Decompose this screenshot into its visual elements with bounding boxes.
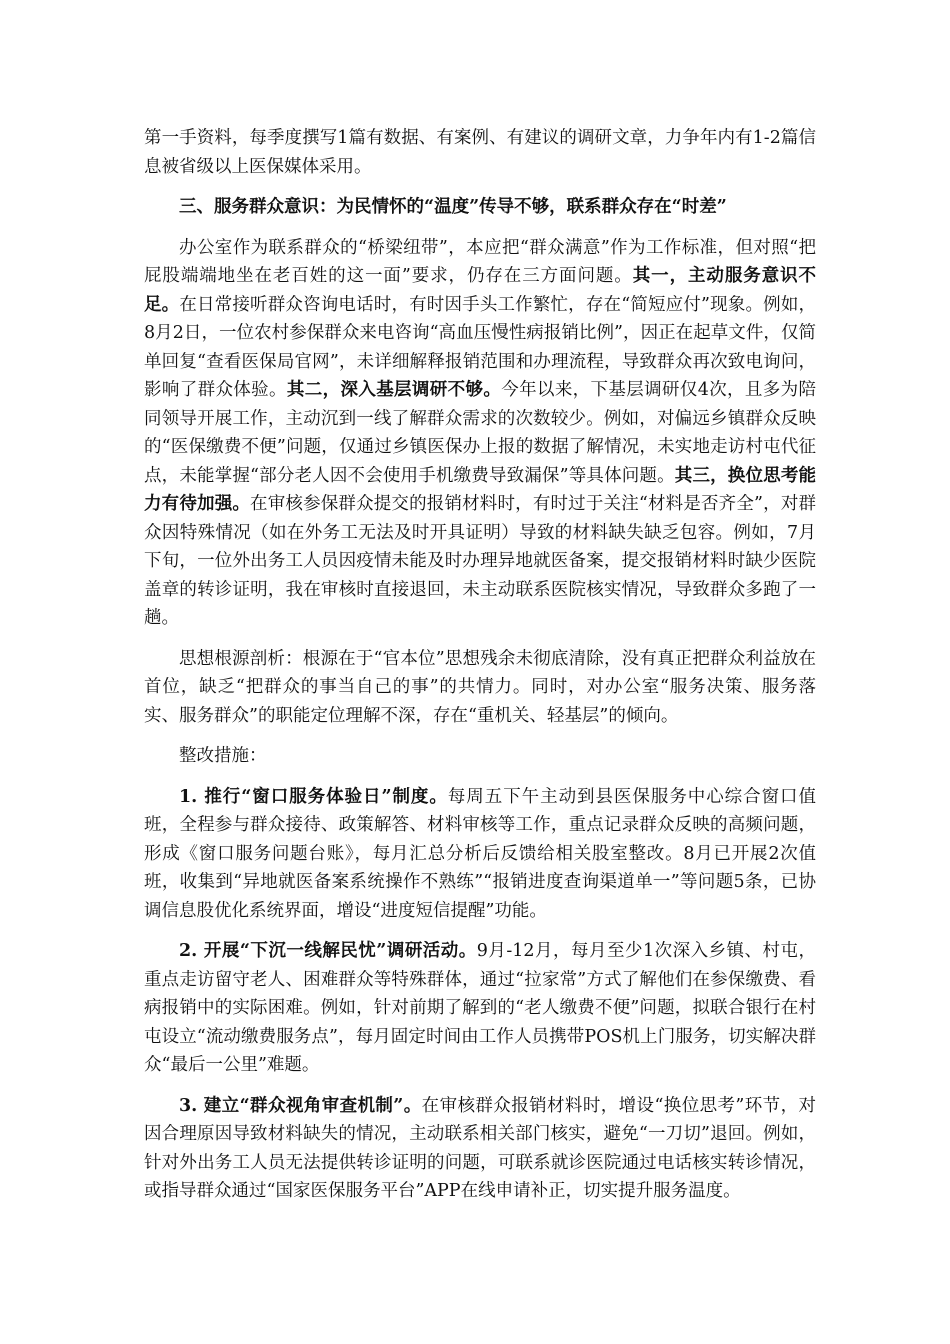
measure-3-text: 在审核群众报销材料时，增设“换位思考”环节，对因合理原因导致材料缺失的情况，主动联系相关部门核实，避免“一刀切”退回。例如，针对外出务工人员无法提供转诊证明的问题，可联系就诊医院通过电话核实转诊情况，或指导群众通过“国家医保服务平台”APP在线申请补正，切实提升服务温度。 bbox=[144, 1095, 816, 1201]
problems-intro-text: 办公室作为联系群众的“桥梁纽带”，本应把“群众满意”作为工作标准，但对照“把屁股端端地坐在老百姓的这一面”要求，仍存在三方面问题。 bbox=[144, 237, 816, 286]
measure-2-text: 9月-12月，每月至少1次深入乡镇、村屯，重点走访留守老人、困难群众等特殊群体，通过“拉家常”方式了解他们在参保缴费、看病报销中的实际困难。例如，针对前期了解到的“老人缴费不便”问题，拟联合银行在村屯设立“流动缴费服务点”，每月固定时间由工作人员携带POS机上门服务，切实解决群众“最后一公里”难题。 bbox=[144, 941, 816, 1075]
problem-2-text: 今年以来，下基层调研仅4次，且多为陪同领导开展工作，主动沉到一线了解群众需求的次数较少。例如，对偏远乡镇群众反映的“医保缴费不便”问题，仅通过乡镇医保办上报的数据了解情况，未实地走访村屯代征点，未能掌握“部分老人因不会使用手机缴费导致漏保”等具体问题。 bbox=[144, 380, 817, 486]
section-heading-3: 三、服务群众意识：为民情怀的“温度”传导不够，联系群众存在“时差” bbox=[179, 197, 727, 217]
paragraph-problems bbox=[144, 234, 816, 633]
measure-1 bbox=[144, 783, 816, 926]
measure-1-text: 每周五下午主动到县医保服务中心综合窗口值班，全程参与群众接待、政策解答、材料审核等工作，重点记录群众反映的高频问题，形成《窗口服务问题台账》，每月汇总分析后反馈给相关股室整改。8月已开展2次值班，收集到“异地就医备案系统操作不熟练”“报销进度查询渠道单一”等问题5条，已协调信息股优化系统界面，增设“进度短信提醒”功能。 bbox=[144, 786, 817, 921]
measure-2-title: 2. 开展“下沉一线解民忧”调研活动。 bbox=[179, 941, 477, 961]
measure-2 bbox=[144, 937, 816, 1080]
problem-1-text: 在日常接听群众咨询电话时，有时因手头工作繁忙，存在“简短应付”现象。例如，8月2日，一位农村参保群众来电咨询“高血压慢性病报销比例”，因正在起草文件，仅简单回复“查看医保局官网”，未详细解释报销范围和办理流程，导致群众再次致电询问，影响了群众体验。 bbox=[144, 294, 817, 400]
paragraph-root-cause: 思想根源剖析：根源在于“官本位”思想残余未彻底清除，没有真正把群众利益放在首位，缺乏“把群众的事当自己的事”的共情力。同时，对办公室“服务决策、服务落实、服务群众”的职能定位理解不深，存在“重机关、轻基层”的倾向。 bbox=[144, 648, 816, 726]
measure-1-title: 1. 推行“窗口服务体验日”制度。 bbox=[179, 786, 448, 807]
paragraph-intro-continuation: 第一手资料，每季度撰写1篇有数据、有案例、有建议的调研文章，力争年内有1-2篇信息被省级以上医保媒体采用。 bbox=[144, 128, 816, 177]
paragraph-measures-label: 整改措施： bbox=[179, 746, 267, 766]
problem-1-title: 其一，主动服务意识不足。 bbox=[144, 266, 816, 315]
problem-3-text: 在审核参保群众提交的报销材料时，有时过于关注“材料是否齐全”，对群众因特殊情况（如在外务工无法及时开具证明）导致的材料缺失缺乏包容。例如，7月下旬，一位外出务工人员因疫情未能及时办理异地就医备案，提交报销材料时缺少医院盖章的转诊证明，我在审核时直接退回，未主动联系医院核实情况，导致群众多跑了一趟。 bbox=[144, 494, 816, 628]
problem-2-title: 其二，深入基层调研不够。 bbox=[286, 380, 502, 400]
measure-3-title: 3. 建立“群众视角审查机制”。 bbox=[179, 1095, 422, 1116]
problem-3-title: 其三，换位思考能力有待加强。 bbox=[144, 465, 816, 514]
measure-3 bbox=[144, 1092, 816, 1206]
document-page bbox=[144, 124, 816, 1218]
